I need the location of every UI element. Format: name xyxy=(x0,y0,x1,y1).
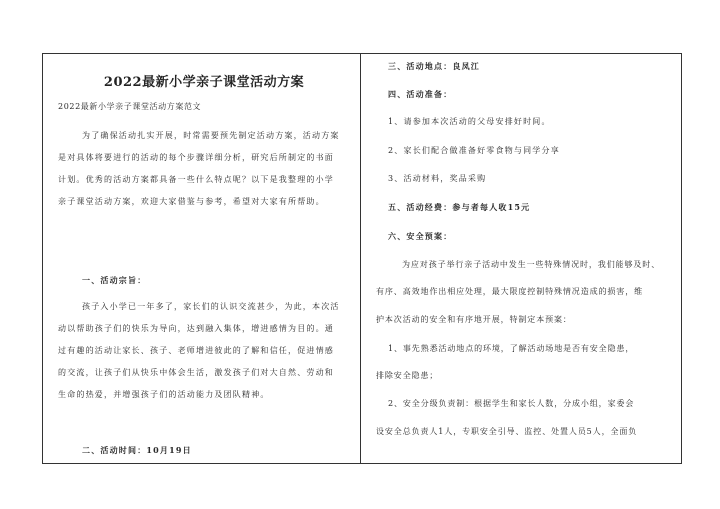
section-heading-safety: 六、安全预案： xyxy=(388,231,453,241)
paragraph-line: 动以帮助孩子们的快乐为导向，达到融入集体，增进感情为目的。通 xyxy=(58,324,334,333)
list-item: 3、活动材料，奖品采购 xyxy=(388,174,487,183)
list-item: 1、请参加本次活动的父母安排好时间。 xyxy=(388,117,551,126)
document-title: 2022最新小学亲子课堂活动方案 xyxy=(103,75,305,90)
paragraph-line: 亲子课堂活动方案，欢迎大家借鉴与参考，希望对大家有所帮助。 xyxy=(58,197,325,206)
document-subtitle: 2022最新小学亲子课堂活动方案范文 xyxy=(58,102,202,111)
column-divider xyxy=(360,53,361,464)
paragraph-line: 设安全总负责人1人，专职安全引导、监控、处置人员5人，全面负 xyxy=(376,427,638,436)
paragraph-line: 护本次活动的安全和有序地开展，特制定本预案： xyxy=(376,315,572,324)
paragraph-line: 为应对孩子举行亲子活动中发生一些特殊情况时，我们能够及时、 xyxy=(402,260,661,269)
list-item: 1、事先熟悉活动地点的环境，了解活动场地是否有安全隐患， xyxy=(388,344,635,353)
paragraph-line: 是对具体将要进行的活动的每个步骤详细分析，研究后所制定的书面 xyxy=(58,153,334,162)
paragraph-line: 有序、高效地作出相应处理，最大限度控制特殊情况造成的损害，维 xyxy=(376,287,643,296)
list-item: 2、安全分级负责制：根据学生和家长人数，分成小组，家委会 xyxy=(388,399,635,408)
paragraph-line: 计划。优秀的活动方案都具备一些什么特点呢？以下是我整理的小学 xyxy=(58,175,334,184)
list-item: 2、家长们配合做准备好零食物与同学分享 xyxy=(388,146,560,155)
paragraph-line: 排除安全隐患； xyxy=(376,371,439,380)
paragraph-line: 为了确保活动扎实开展，时常需要预先制定活动方案，活动方案 xyxy=(82,131,340,140)
paragraph-line: 的交流，让孩子们从快乐中体会生活，激发孩子们对大自然、劳动和 xyxy=(58,368,334,377)
left-column xyxy=(58,53,350,464)
section-heading-location: 三、活动地点：良凤江 xyxy=(388,61,480,71)
paragraph-line: 过有趣的活动让家长、孩子、老师增进彼此的了解和信任，促进情感 xyxy=(58,346,334,355)
section-heading-budget: 五、活动经费：参与者每人收15元 xyxy=(388,202,531,212)
section-heading-purpose: 一、活动宗旨： xyxy=(82,275,147,285)
right-column xyxy=(368,53,678,464)
section-heading-preparation: 四、活动准备： xyxy=(388,89,453,99)
paragraph-line: 生命的热爱，并增强孩子们的活动能力及团队精神。 xyxy=(58,390,270,399)
paragraph-line: 孩子入小学已一年多了，家长们的认识交流甚少，为此，本次活 xyxy=(82,302,340,311)
section-heading-time: 二、活动时间：10月19日 xyxy=(82,445,192,455)
